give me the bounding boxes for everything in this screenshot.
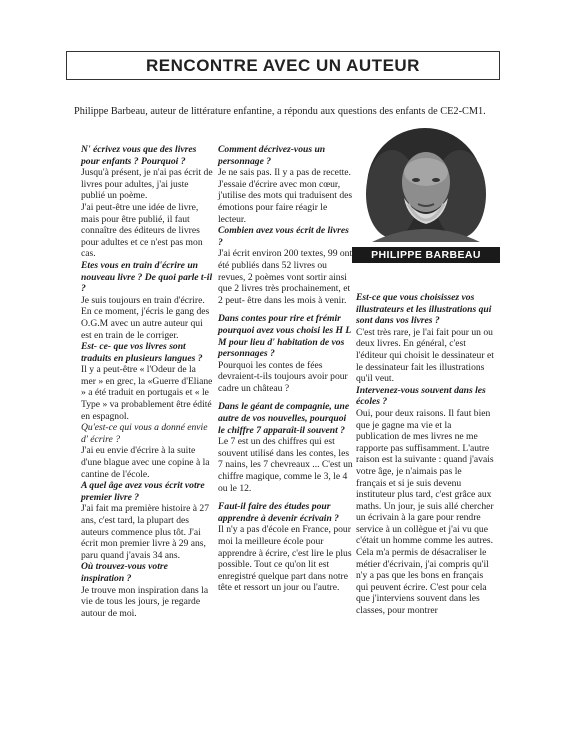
photo-caption: PHILIPPE BARBEAU <box>352 247 500 263</box>
question-11: Faut-il faire des études pour apprendre à devenir écrivain ? <box>218 501 339 524</box>
column-1 <box>81 144 213 619</box>
answer-5: J'ai fait ma première histoire à 27 ans, c'est tard, la plupart des auteurs commence plus tôt. J'ai écrit mon premier livre à 29 ans, paru quand j'avais 34 ans. <box>81 503 209 561</box>
answer-1b: J'ai peut-être une idée de livre, mais pour être publié, il faut connaître des éditeurs de livres pour adultes et ce n'est pas mon cas. <box>81 201 203 260</box>
article-title: RENCONTRE AVEC UN AUTEUR <box>146 56 420 75</box>
question-6: Où trouvez-vous votre inspiration ? <box>81 561 168 584</box>
answer-13: Oui, pour deux raisons. Il faut bien que je gagne ma vie et la publication de mes livres ne me rapporte pas suffisamment. L'autre raison est la suivante : quand j'avais votre âge, je n'aimais pas le français et si je suis devenu instituteur plus tard, c'est grâce aux maths. Un jour, je suis allé chercher un écrivain à la gare pour rendre service à un collègue et j'ai vu que c'était un homme comme les autres. Cela m'a permis de désacraliser le métier d'écrivain, j'ai compris qu'il n'y a pas que les bons en français qui peuvent écrire. C'est pour cela que j'interviens souvent dans les classes, pour montrer <box>356 407 494 617</box>
column-2 <box>218 144 354 594</box>
question-8: Combien avez vous écrit de livres ? <box>218 225 349 248</box>
question-2: Etes vous en train d'écrire un nouveau livre ? De quoi parle t-il ? <box>81 259 213 295</box>
answer-1a: Jusqu'à présent, je n'ai pas écrit de livres pour adultes, j'ai juste publié un poème. <box>81 167 213 202</box>
spacer <box>218 306 354 313</box>
intro-text: Philippe Barbeau, auteur de littérature enfantine, a répondu aux questions des enfants de CE2-CM1. <box>74 106 486 117</box>
answer-12: C'est très rare, je l'ai fait pour un ou deux livres. En général, c'est l'éditeur qui choisit le dessinateur et le dessinateur fait les illustrations qu'il veut. <box>356 326 494 385</box>
question-9: Dans contes pour rire et frémir pourquoi avez vous choisi les H L M pour lieu d' habitation de vos personnages ? <box>218 313 351 360</box>
answer-3: Il y a peut-être « l'Odeur de la mer » en grec, la «Guerre d'Eliane » a été traduit en portugais et « le Type » va probablement être édité en espagnol. <box>81 364 213 422</box>
title-box <box>66 51 500 80</box>
answer-8: J'ai écrit environ 200 textes, 99 ont été publiés dans 52 livres ou revues, 2 poèmes vont sortir ainsi que 2 livres très prochainement, et 2 peut- être dans les mois à venir. <box>218 248 353 306</box>
question-7: Comment décrivez-vous un personnage ? <box>218 144 326 167</box>
spacer <box>218 494 354 501</box>
question-13: Intervenez-vous souvent dans les écoles ? <box>356 384 486 408</box>
question-5: A quel âge avez vous écrit votre premier livre ? <box>81 480 205 503</box>
author-photo <box>352 124 499 242</box>
answer-9: Pourquoi les contes de fées devraient-t-ils toujours avoir pour cadre un château ? <box>218 359 348 394</box>
question-10: Dans le géant de compagnie, une autre de vos nouvelles, pourquoi le chiffre 7 apparaît-il souvent ? <box>218 401 350 436</box>
column-3 <box>356 292 494 617</box>
answer-2: Je suis toujours en train d'écrire. En ce moment, j'écris le gang des O.G.M avec un autre auteur qui est en train de le corriger. <box>81 294 210 341</box>
answer-6: Je trouve mon inspiration dans la vie de tous les jours, je regarde autour de moi. <box>81 584 209 619</box>
answer-10: Le 7 est un des chiffres qui est souvent utilisé dans les contes, les 7 nains, les 7 chevreaux ... C'est un chiffre magique, comme le 3, le 4 ou le 12. <box>218 436 353 494</box>
answer-4: J'ai eu envie d'écrire à la suite d'une blague avec une copine à la cantine de l'école. <box>81 445 210 480</box>
spacer <box>218 394 354 401</box>
answer-11: Il n'y a pas d'école en France, pour moi la meilleure école pour apprendre à écrire, c'est lire le plus possible. Tout ce qu'on lit est enregistré quelque part dans notre tête et ressort un jour ou l'autre. <box>218 524 352 594</box>
question-4: Qu'est-ce qui vous a donné envie d' écrire ? <box>81 422 208 445</box>
author-portrait-icon <box>352 124 499 242</box>
question-3: Est- ce- que vos livres sont traduits en plusieurs langues ? <box>81 341 203 364</box>
question-12: Est-ce que vous choisissez vos illustrateurs et les illustrations qui sont dans vos livres ? <box>356 292 492 327</box>
answer-7: Je ne sais pas. Il y a pas de recette. J'essaie d'écrire avec mon cœur, j'utilise des mots qui traduisent des émotions pour faire réagir le lecteur. <box>218 167 353 225</box>
question-1: N' écrivez vous que des livres pour enfants ? Pourquoi ? <box>81 144 197 167</box>
